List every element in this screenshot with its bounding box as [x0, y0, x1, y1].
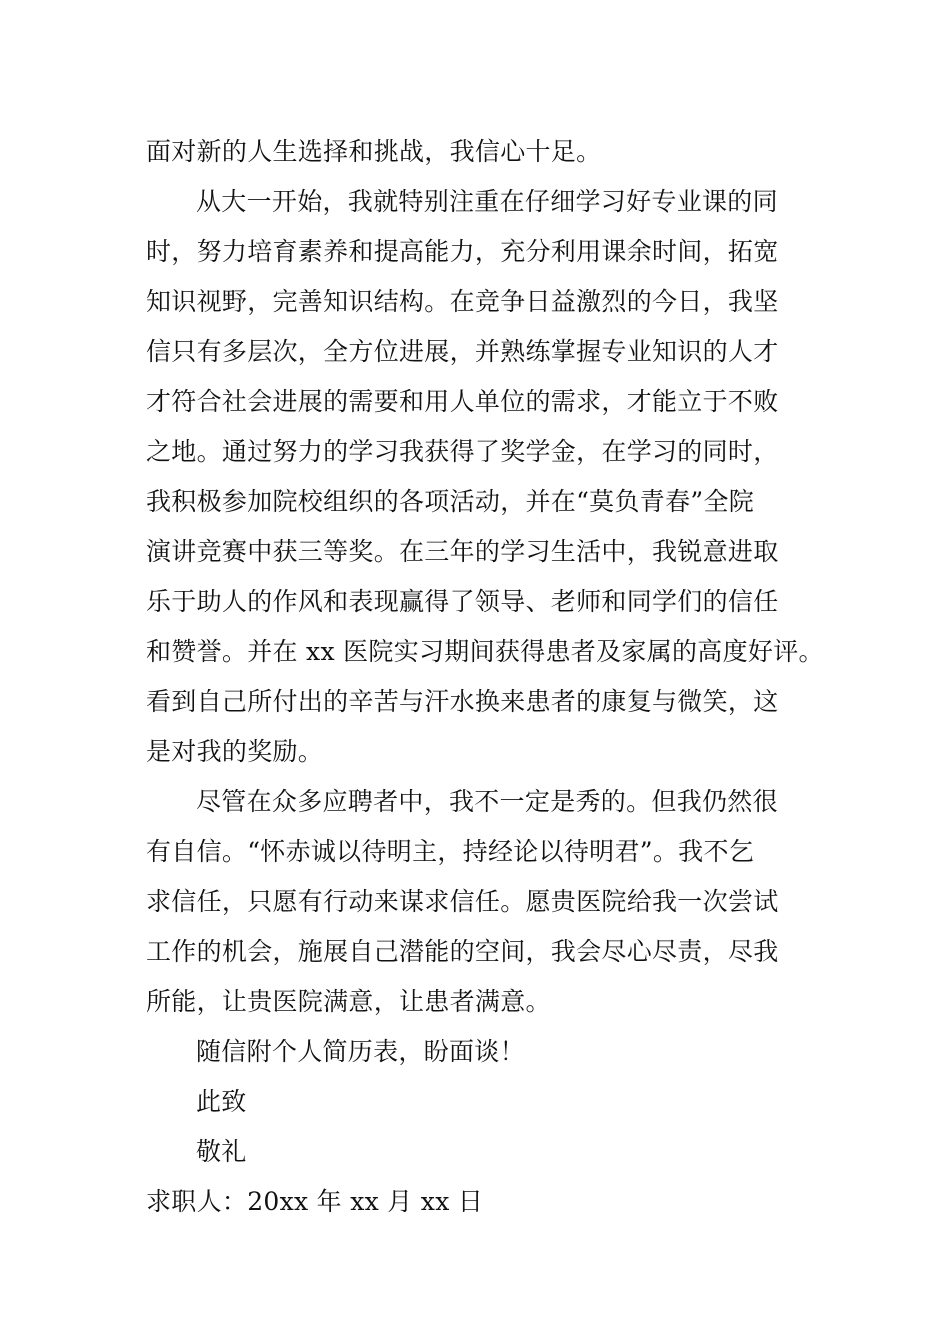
text-line: 求职人：20xx 年 xx 月 xx 日 — [146, 1187, 484, 1216]
text-line: 看到自己所付出的辛苦与汗水换来患者的康复与微笑，这 — [146, 687, 779, 716]
text-line: 面对新的人生选择和挑战，我信心十足。 — [146, 137, 602, 166]
text-line: 才符合社会进展的需要和用人单位的需求，才能立于不败 — [146, 387, 779, 416]
letter-body — [146, 127, 824, 1227]
text-line: 从大一开始，我就特别注重在仔细学习好专业课的同 — [196, 187, 778, 216]
text-line: 时，努力培育素养和提高能力，充分利用课余时间，拓宽 — [146, 237, 779, 266]
text-line: 随信附个人简历表，盼面谈！ — [196, 1037, 525, 1066]
text-line: 我积极参加院校组织的各项活动，并在“莫负青春”全院 — [146, 487, 755, 516]
text-line: 尽管在众多应聘者中，我不一定是秀的。但我仍然很 — [196, 787, 778, 816]
text-line: 和赞誉。并在 xx 医院实习期间获得患者及家属的高度好评。 — [146, 637, 824, 666]
text-line: 敬礼 — [196, 1137, 247, 1166]
text-line: 演讲竞赛中获三等奖。在三年的学习生活中，我锐意进取 — [146, 537, 779, 566]
text-line: 此致 — [196, 1087, 247, 1116]
text-line: 信只有多层次，全方位进展，并熟练掌握专业知识的人才 — [146, 337, 779, 366]
text-line: 所能，让贵医院满意，让患者满意。 — [146, 987, 551, 1016]
text-line: 知识视野，完善知识结构。在竞争日益激烈的今日，我坚 — [146, 287, 779, 316]
text-line: 之地。通过努力的学习我获得了奖学金，在学习的同时， — [146, 437, 779, 466]
text-line: 乐于助人的作风和表现赢得了领导、老师和同学们的信任 — [146, 587, 779, 616]
text-line: 是对我的奖励。 — [146, 737, 324, 766]
text-line: 求信任，只愿有行动来谋求信任。愿贵医院给我一次尝试 — [146, 887, 779, 916]
text-line: 有自信。“怀赤诚以待明主，持经论以待明君”。我不乞 — [146, 837, 755, 866]
text-line: 工作的机会，施展自己潜能的空间，我会尽心尽责，尽我 — [146, 937, 779, 966]
